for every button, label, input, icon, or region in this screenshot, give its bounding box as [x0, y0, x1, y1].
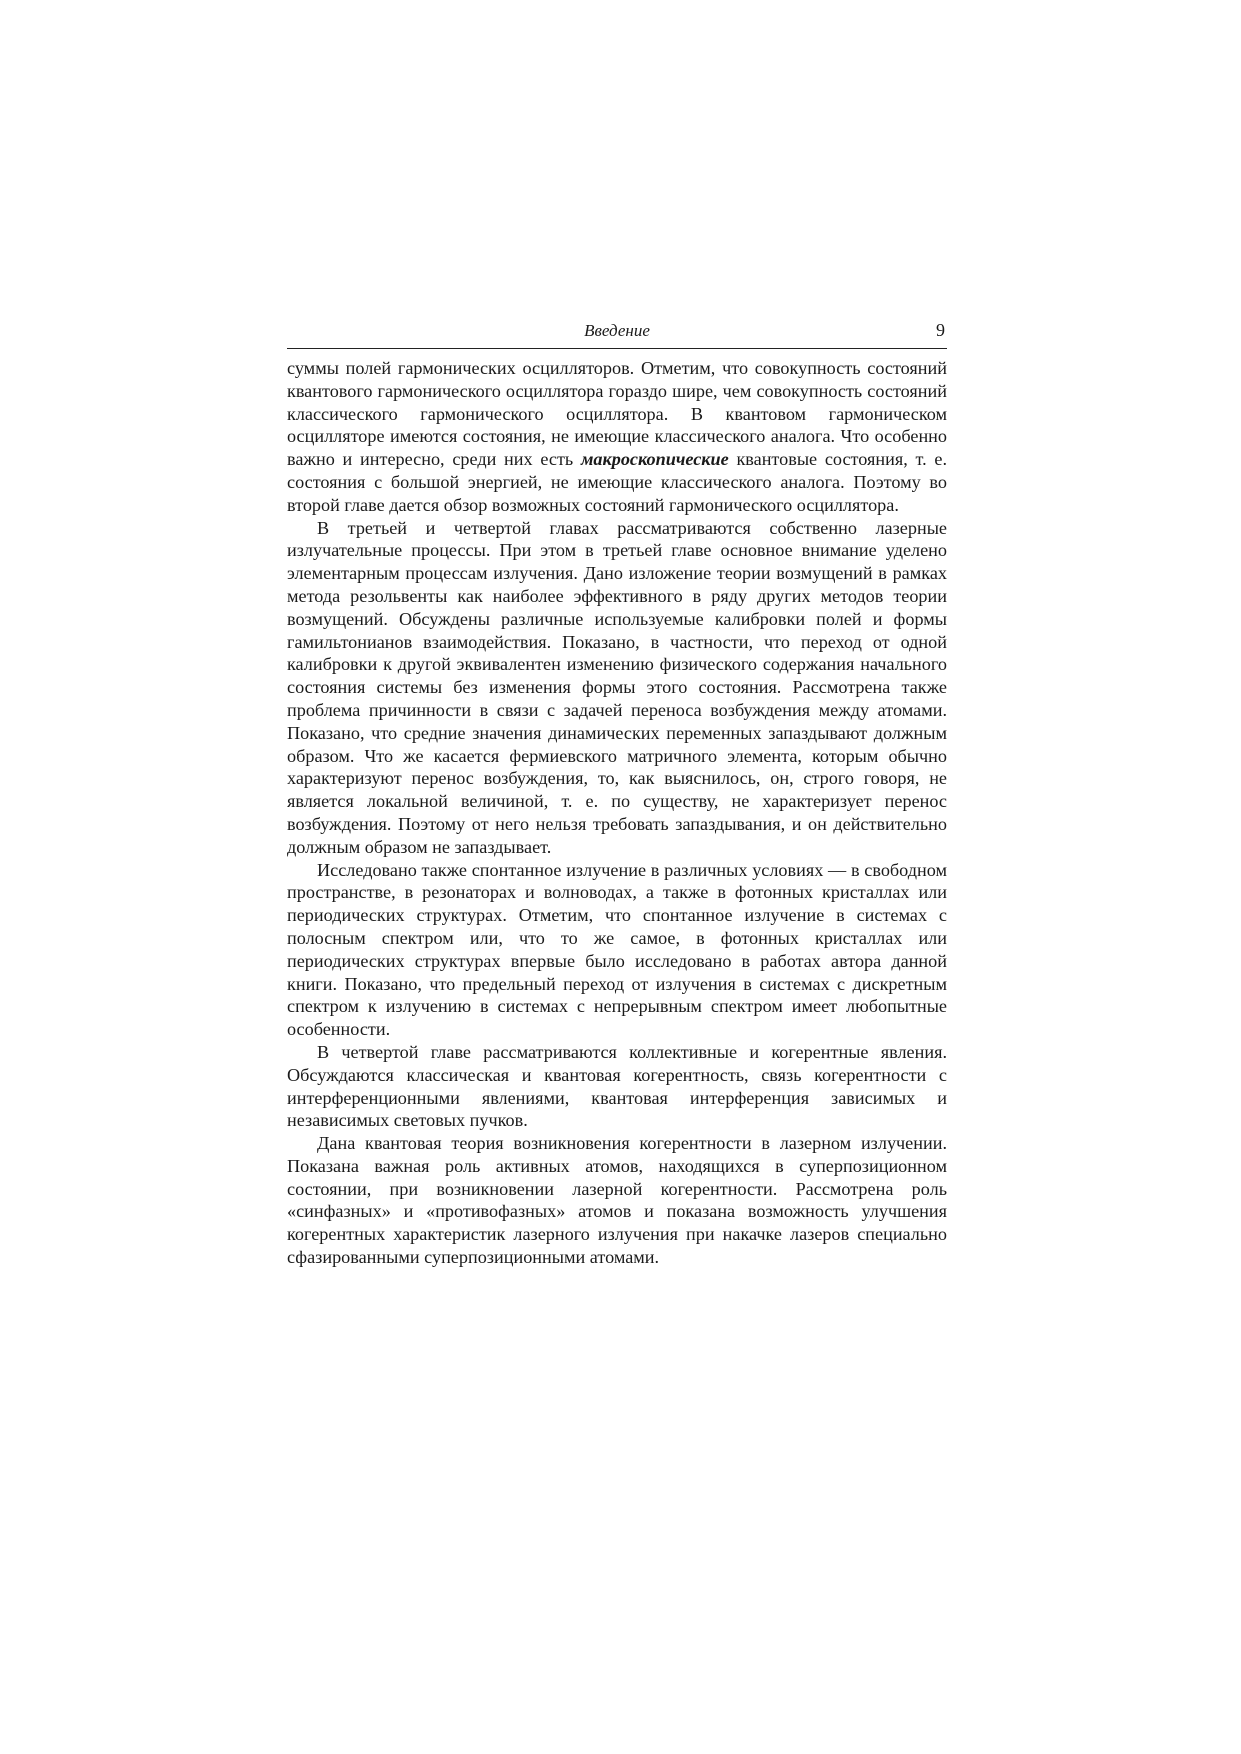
chapter-title: Введение — [584, 321, 650, 340]
paragraph-3: Исследовано также спонтанное излучение в различных условиях — в свободном пространстве, в резонаторах и волноводах, а также в фотонных кристаллах или периодических структурах. Отметим, что спонтанное излучение в системах с полосным спектром или, что то же самое, в фотонных кристаллах или периодических структурах впервые было исследовано в работах автора данной книги. Показано, что предельный переход от излучения в системах с дискретным спектром к излучению в системах с непрерывным спектром имеет любопытные особенности. — [287, 859, 947, 1040]
page-number: 9 — [936, 320, 945, 340]
book-page — [287, 318, 947, 1269]
paragraph-5: Дана квантовая теория возникновения когерентности в лазерном излучении. Показана важная роль активных атомов, находящихся в суперпозиционном состоянии, при возникновении лазерной когерентности. Рассмотрена роль «синфазных» и «противофазных» атомов и показана возможность улучшения когерентных характеристик лазерного излучения при накачке лазеров специально сфазированными суперпозиционными атомами. — [287, 1133, 947, 1268]
paragraph-4: В четвертой главе рассматриваются коллективные и когерентные явления. Обсуждаются классическая и квантовая когерентность, связь когерентности с интерференционными явлениями, квантовая интерференция зависимых и независимых световых пучков. — [287, 1041, 947, 1131]
emphasized-term: макроскопические — [580, 449, 729, 470]
body-text — [287, 357, 947, 1269]
paragraph-2: В третьей и четвертой главах рассматриваются собственно лазерные излучательные процессы. При этом в третьей главе основное внимание уделено элементарным процессам излучения. Дано изложение теории возмущений в рамках метода резольвенты как наиболее эффективного в ряду других методов теории возмущений. Обсуждены различные используемые калибровки полей и формы гамильтонианов взаимодействия. Показано, в частности, что переход от одной калибровки к другой эквивалентен изменению физического содержания начального состояния системы без изменения формы этого состояния. Рассмотрена также проблема причинности в связи с задачей переноса возбуждения между атомами. Показано, что средние значения динамических переменных запаздывают должным образом. Что же касается фермиевского матричного элемента, которым обычно характеризуют перенос возбуждения, то, как выяснилось, он, строго говоря, не является локальной величиной, т. е. по существу, не характеризует перенос возбуждения. Поэтому от него нельзя требовать запаздывания, и он действительно должным образом не запаздывает. — [287, 517, 947, 857]
running-header — [287, 318, 947, 349]
paragraph-1: суммы полей гармонических осцилляторов. Отметим, что совокупность состояний квантового гармонического осциллятора гораздо шире, чем совокупность состояний классического гармонического осциллятора. В квантовом гармоническом осцилляторе имеются состояния, не имеющие классического аналога. Что особенно важно и интересно, среди них есть макроскопические квантовые состояния, т. е. состояния с большой энергией, не имеющие классического аналога. Поэтому во второй главе дается обзор возможных состояний гармонического осциллятора. — [287, 358, 947, 515]
